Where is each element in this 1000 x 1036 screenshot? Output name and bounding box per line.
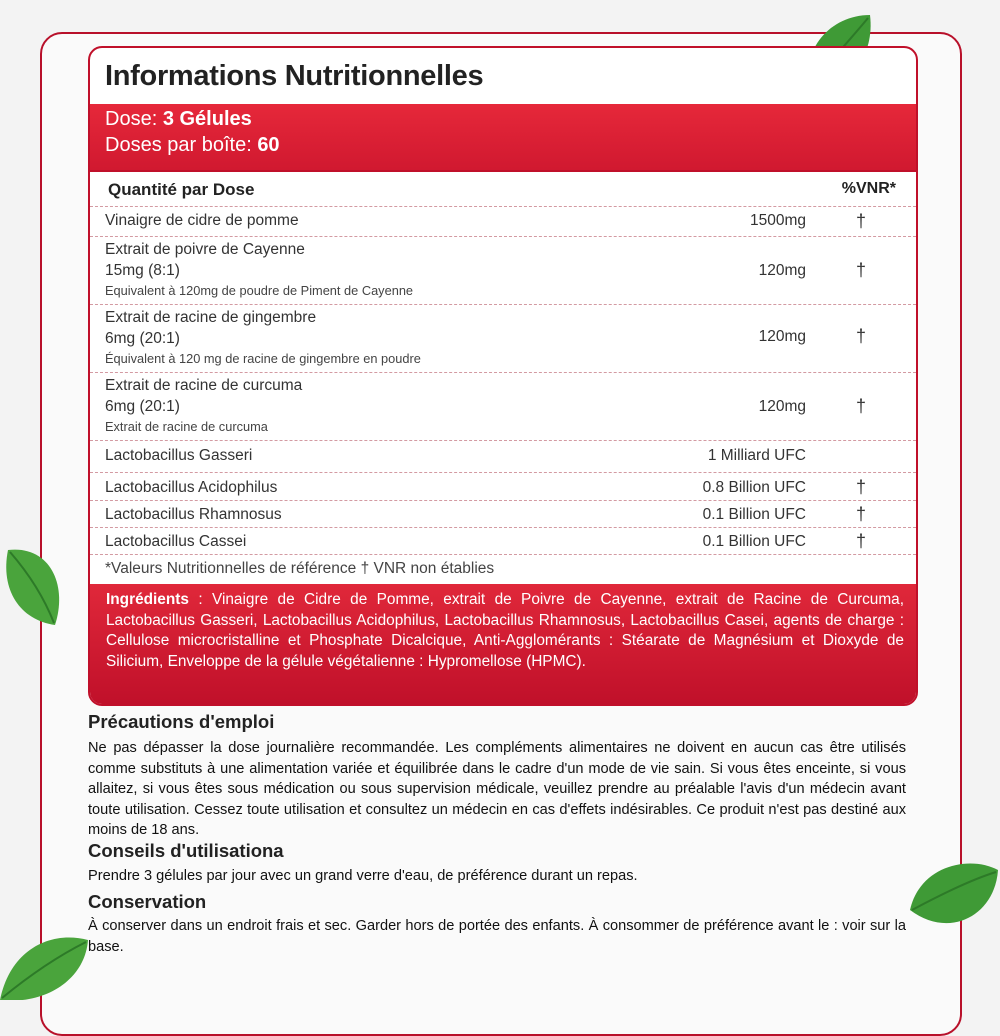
- row-name: Lactobacillus Acidophilus: [105, 479, 278, 496]
- dose-label: Dose:: [105, 108, 158, 130]
- ingredients-text: : Vinaigre de Cidre de Pomme, extrait de Poivre de Cayenne, extrait de Racine de Curcuma, Lactobacillus Gasseri, Lactobacillus Acidophilus, Lactobacillus Rhamnosus, Lactobacillus Casei, agents de charge : Cellulose microcristalline et Phosphate Dicalcique, Anti-Agglomérants : Stéarate de Magnésium et Dioxyde de Silicium, Enveloppe de la gélule végétalienne : Hypromellose (HPMC).: [106, 591, 904, 670]
- dose-line: [105, 108, 252, 131]
- row-note: Extrait de racine de curcuma: [105, 419, 268, 434]
- divider: [90, 554, 916, 555]
- row-name: Lactobacillus Gasseri: [105, 447, 253, 464]
- dagger-mark: †: [855, 211, 866, 231]
- storage-title: Conservation: [88, 891, 207, 912]
- leaf-bottom-left-icon: [0, 930, 90, 1000]
- table-row: [90, 440, 916, 473]
- row-name: Extrait de poivre de Cayenne: [105, 241, 305, 258]
- dagger-mark: †: [855, 396, 866, 416]
- table-row: [90, 500, 916, 528]
- row-detail: 6mg (20:1): [105, 330, 180, 347]
- row-note: Equivalent à 120mg de poudre de Piment de Cayenne: [105, 283, 414, 298]
- ingredients-paragraph: [106, 590, 904, 672]
- doses-box-label: Doses par boîte:: [105, 134, 252, 156]
- table-header: [90, 170, 916, 208]
- table-row: [90, 236, 916, 305]
- row-amount: 120mg: [758, 328, 806, 345]
- table-row: [90, 372, 916, 441]
- ingredients-band: [90, 584, 916, 704]
- table-row: [90, 527, 916, 555]
- panel-title: Informations Nutritionnelles: [105, 60, 484, 92]
- precautions-text: Ne pas dépasser la dose journalière recommandée. Les compléments alimentaires ne doivent en aucun cas être utilisés comme substituts à une alimentation variée et équilibrée dans le cadre d'un mode de vie sain. Si vous êtes enceinte, si vous allaitez, si vous êtes sous médication ou sous supervision médicale, veuillez prendre au préalable l'avis d'un médecin avant toute utilisation. Cessez toute utilisation et consultez un médecin en cas d'effets indésirables. Ce produit n'est pas destiné aux moins de 18 ans.: [88, 740, 906, 839]
- row-name: Lactobacillus Cassei: [105, 533, 247, 550]
- dose-value: 3 Gélules: [162, 108, 252, 130]
- row-amount: 0.8 Billion UFC: [702, 479, 806, 496]
- row-detail: 15mg (8:1): [105, 262, 180, 279]
- dagger-mark: †: [855, 504, 866, 524]
- table-row: [90, 206, 916, 237]
- table-row: [90, 304, 916, 373]
- row-amount: 1 Milliard UFC: [707, 447, 806, 464]
- row-detail: 6mg (20:1): [105, 398, 180, 415]
- row-amount: 0.1 Billion UFC: [702, 506, 806, 523]
- precautions-title: Précautions d'emploi: [88, 711, 275, 732]
- row-name: Extrait de racine de gingembre: [105, 309, 317, 326]
- doses-box-line: [105, 134, 280, 157]
- row-name: Extrait de racine de curcuma: [105, 377, 303, 394]
- leaf-bottom-right-icon: [900, 850, 1000, 940]
- dagger-mark: †: [855, 531, 866, 551]
- row-name: Lactobacillus Rhamnosus: [105, 506, 282, 523]
- row-amount: 120mg: [758, 262, 806, 279]
- vnr-footnote: *Valeurs Nutritionnelles de référence † VNR non établies: [105, 560, 495, 577]
- usage-title: Conseils d'utilisationa: [88, 840, 284, 861]
- usage-text: Prendre 3 gélules par jour avec un grand verre d'eau, de préférence durant un repas.: [88, 868, 638, 884]
- dagger-mark: †: [855, 326, 866, 346]
- row-name: Vinaigre de cidre de pomme: [105, 212, 299, 229]
- dagger-mark: †: [855, 477, 866, 497]
- row-note: Équivalent à 120 mg de racine de gingembre en poudre: [105, 351, 421, 366]
- storage-text: À conserver dans un endroit frais et sec. Garder hors de portée des enfants. À consommer de préférence avant le : voir sur la base.: [88, 918, 906, 955]
- row-amount: 1500mg: [749, 212, 806, 229]
- row-amount: 120mg: [758, 398, 806, 415]
- column-vnr: %VNR*: [841, 180, 896, 197]
- ingredients-label: Ingrédients: [106, 591, 189, 608]
- doses-box-value: 60: [257, 134, 280, 156]
- dagger-mark: †: [855, 260, 866, 280]
- column-quantity: Quantité par Dose: [108, 180, 255, 199]
- nutrition-panel: [88, 46, 918, 706]
- row-amount: 0.1 Billion UFC: [702, 533, 806, 550]
- leaf-left-icon: [0, 540, 70, 630]
- table-row: [90, 472, 916, 501]
